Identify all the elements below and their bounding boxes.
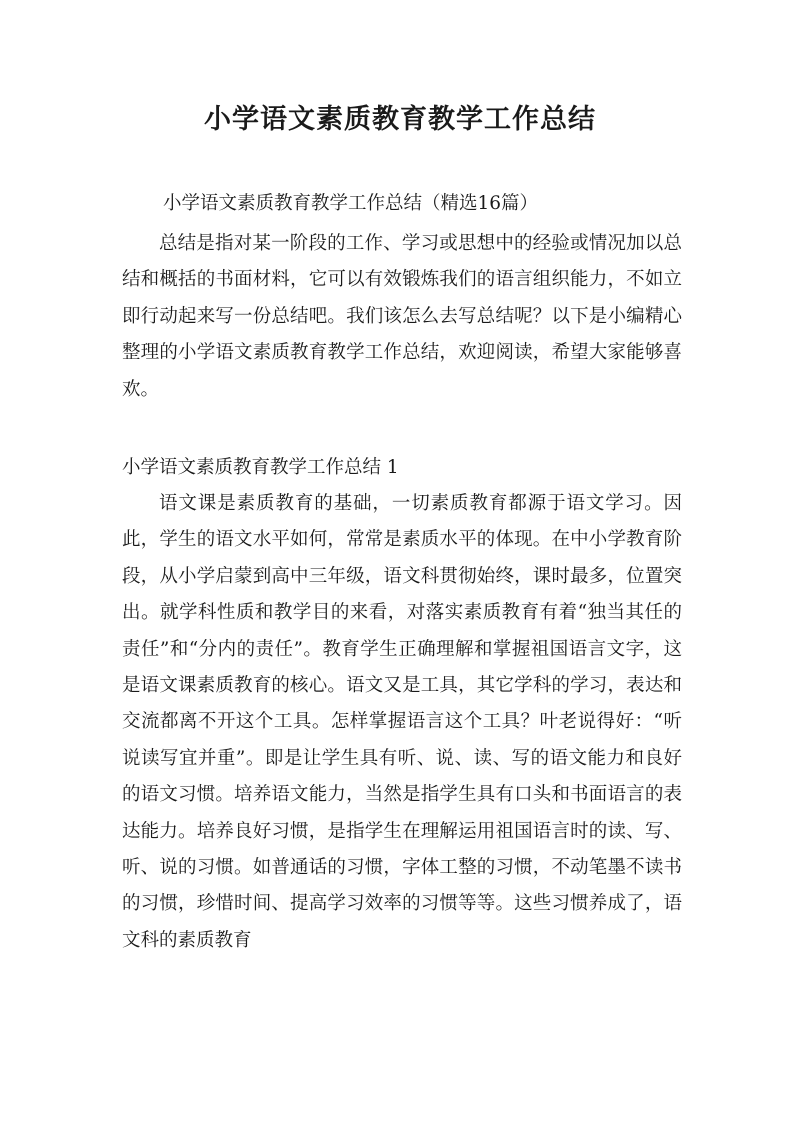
section-1-heading: 小学语文素质教育教学工作总结 1 <box>122 457 399 478</box>
section-1-paragraph: 语文课是素质教育的基础，一切素质教育都源于语文学习。因此，学生的语文水平如何，常常是素质水平的体现。在中小学教育阶段，从小学启蒙到高中三年级，语文科贯彻始终，课时最多，位置突出。就学科性质和教学目的来看，对落实素质教育有着“独当其任的责任”和“分内的责任”。教育学生正确理解和掌握祖国语言文字，这是语文课素质教育的核心。语文又是工具，其它学科的学习，表达和交流都离不开这个工具。怎样掌握语言这个工具？叶老说得好：“听说读写宜并重”。即是让学生具有听、说、读、写的语文能力和良好的语文习惯。培养语文能力，当然是指学生具有口头和书面语言的表达能力。培养良好习惯，是指学生在理解运用祖国语言时的读、写、听、说的习惯。如普通话的习惯，字体工整的习惯，不动笔墨不读书的习惯，珍惜时间、提高学习效率的习惯等等。这些习惯养成了，语文科的素质教育 <box>122 493 682 951</box>
document-title: 小学语文素质教育教学工作总结 <box>204 104 596 135</box>
intro-paragraph: 总结是指对某一阶段的工作、学习或思想中的经验或情况加以总结和概括的书面材料，它可以有效锻炼我们的语言组织能力，不如立即行动起来写一份总结吧。我们该怎么去写总结呢？以下是小编精心整理的小学语文素质教育教学工作总结，欢迎阅读，希望大家能够喜欢。 <box>122 233 682 400</box>
document-subtitle: 小学语文素质教育教学工作总结（精选16篇） <box>163 193 539 214</box>
